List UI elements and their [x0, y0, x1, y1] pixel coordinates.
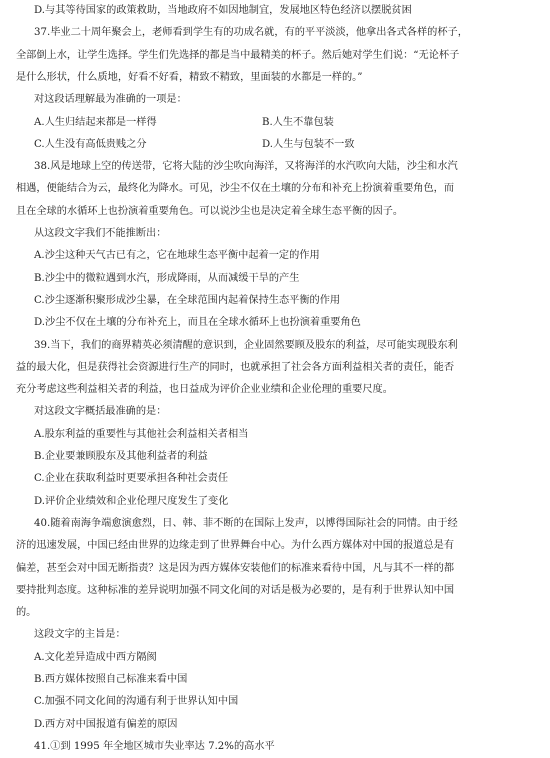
text-line: A.沙尘这种天气古已有之，它在地球生态平衡中起着一定的作用: [34, 250, 320, 262]
text-line: C.加强不同文化间的沟通有利于世界认知中国: [34, 696, 239, 708]
text-line: 对这段话理解最为准确的一项是：: [34, 94, 187, 106]
text-line: A.文化差异造成中西方隔阂: [34, 651, 157, 663]
text-line: 对这段文字概括最准确的是：: [34, 406, 167, 418]
text-line: 相遇，便能结合为云，最终化为降水。可见，沙尘不仅在土壤的分布和补充上扮演着重要角色，而: [16, 183, 455, 195]
option-right: D.人生与包装不一致: [262, 138, 355, 150]
text-line: 从这段文字我们不能推断出：: [34, 228, 167, 239]
text-line: D.西方对中国报道有偏差的原因: [34, 718, 178, 730]
option-right: B.人生不靠包装: [262, 116, 334, 128]
text-line: 充分考虑这些利益相关者的利益，也日益成为评价企业业绩和企业伦理的重要尺度。: [16, 384, 393, 396]
text-line: 39.当下，我们的商界精英必须清醒的意识到，企业固然要顾及股东的利益，尽可能实现股东利: [34, 339, 458, 351]
text-line: C.沙尘逐渐积聚形成沙尘暴，在全球范围内起着保持生态平衡的作用: [34, 294, 341, 306]
text-line: 全部倒上水，让学生选择。学生们先选择的都是当中最精美的杯子。然后她对学生们说：“无论杯子: [16, 49, 460, 61]
text-line: 这段文字的主旨是：: [34, 629, 126, 641]
text-line: B.西方媒体按照自己标准来看中国: [34, 674, 188, 685]
text-line: D.与其等待国家的政策救助，当地政府不如因地制宜，发展地区特色经济以摆脱贫困: [34, 5, 412, 16]
text-line: C.企业在获取利益时更要承担各种社会责任: [34, 473, 229, 485]
text-line: 济的迅速发展，中国已经由世界的边缘走到了世界舞台中心。为什么西方媒体对中国的报道总是有: [16, 540, 455, 552]
text-line: 是什么形状，什么质地，好看不好看，精致不精致，里面装的水都是一样的。”: [16, 71, 363, 83]
text-line: B.沙尘中的微粒遇到水汽，形成降雨，从而减缓干旱的产生: [34, 272, 300, 284]
text-line: 41.①到 1995 年全地区城市失业率达 7.2%的高水平: [34, 740, 275, 752]
text-line: D.沙尘不仅在土壤的分布补充上，而且在全球水循环上也扮演着重要角色: [34, 317, 361, 329]
text-line: 38.风是地球上空的传送带，它将大陆的沙尘吹向海洋，又将海洋的水汽吹向大陆，沙尘和水汽: [34, 161, 458, 173]
text-line: 且在全球的水循环上也扮演着重要角色。可以说沙尘也是决定着全球生态平衡的因子。: [16, 205, 404, 217]
text-line: 的。: [16, 607, 37, 619]
text-line: 要持批判态度。这种标准的差异说明加强不同文化间的对话是极为必要的，是有利于世界认知中国: [16, 584, 455, 596]
text-line: 益的最大化，但是获得社会资源进行生产的同时，也就承担了社会各方面利益相关者的责任，能否: [16, 361, 455, 373]
text-line: A.人生归结起来都是一样得: [34, 116, 157, 128]
text-line: B.企业要兼顾股东及其他利益者的利益: [34, 451, 208, 462]
text-line: 偏差，甚至会对中国无断指责？这是因为西方媒体安装他们的标准来看待中国，凡与其不一样的都: [16, 562, 455, 574]
text-line: A.股东利益的重要性与其他社会利益相关者相当: [34, 428, 249, 440]
text-line: 40.随着南海争端愈演愈烈，日、韩、菲不断的在国际上发声，以博得国际社会的同情。由于经: [34, 517, 458, 529]
text-line: D.评价企业绩效和企业伦理尺度发生了变化: [34, 495, 229, 507]
text-line: C.人生没有高低贵贱之分: [34, 138, 147, 150]
text-line: 37.毕业二十周年聚会上，老师看到学生有的功成名就，有的平平淡淡，他拿出各式各样的杯子，: [34, 27, 468, 39]
